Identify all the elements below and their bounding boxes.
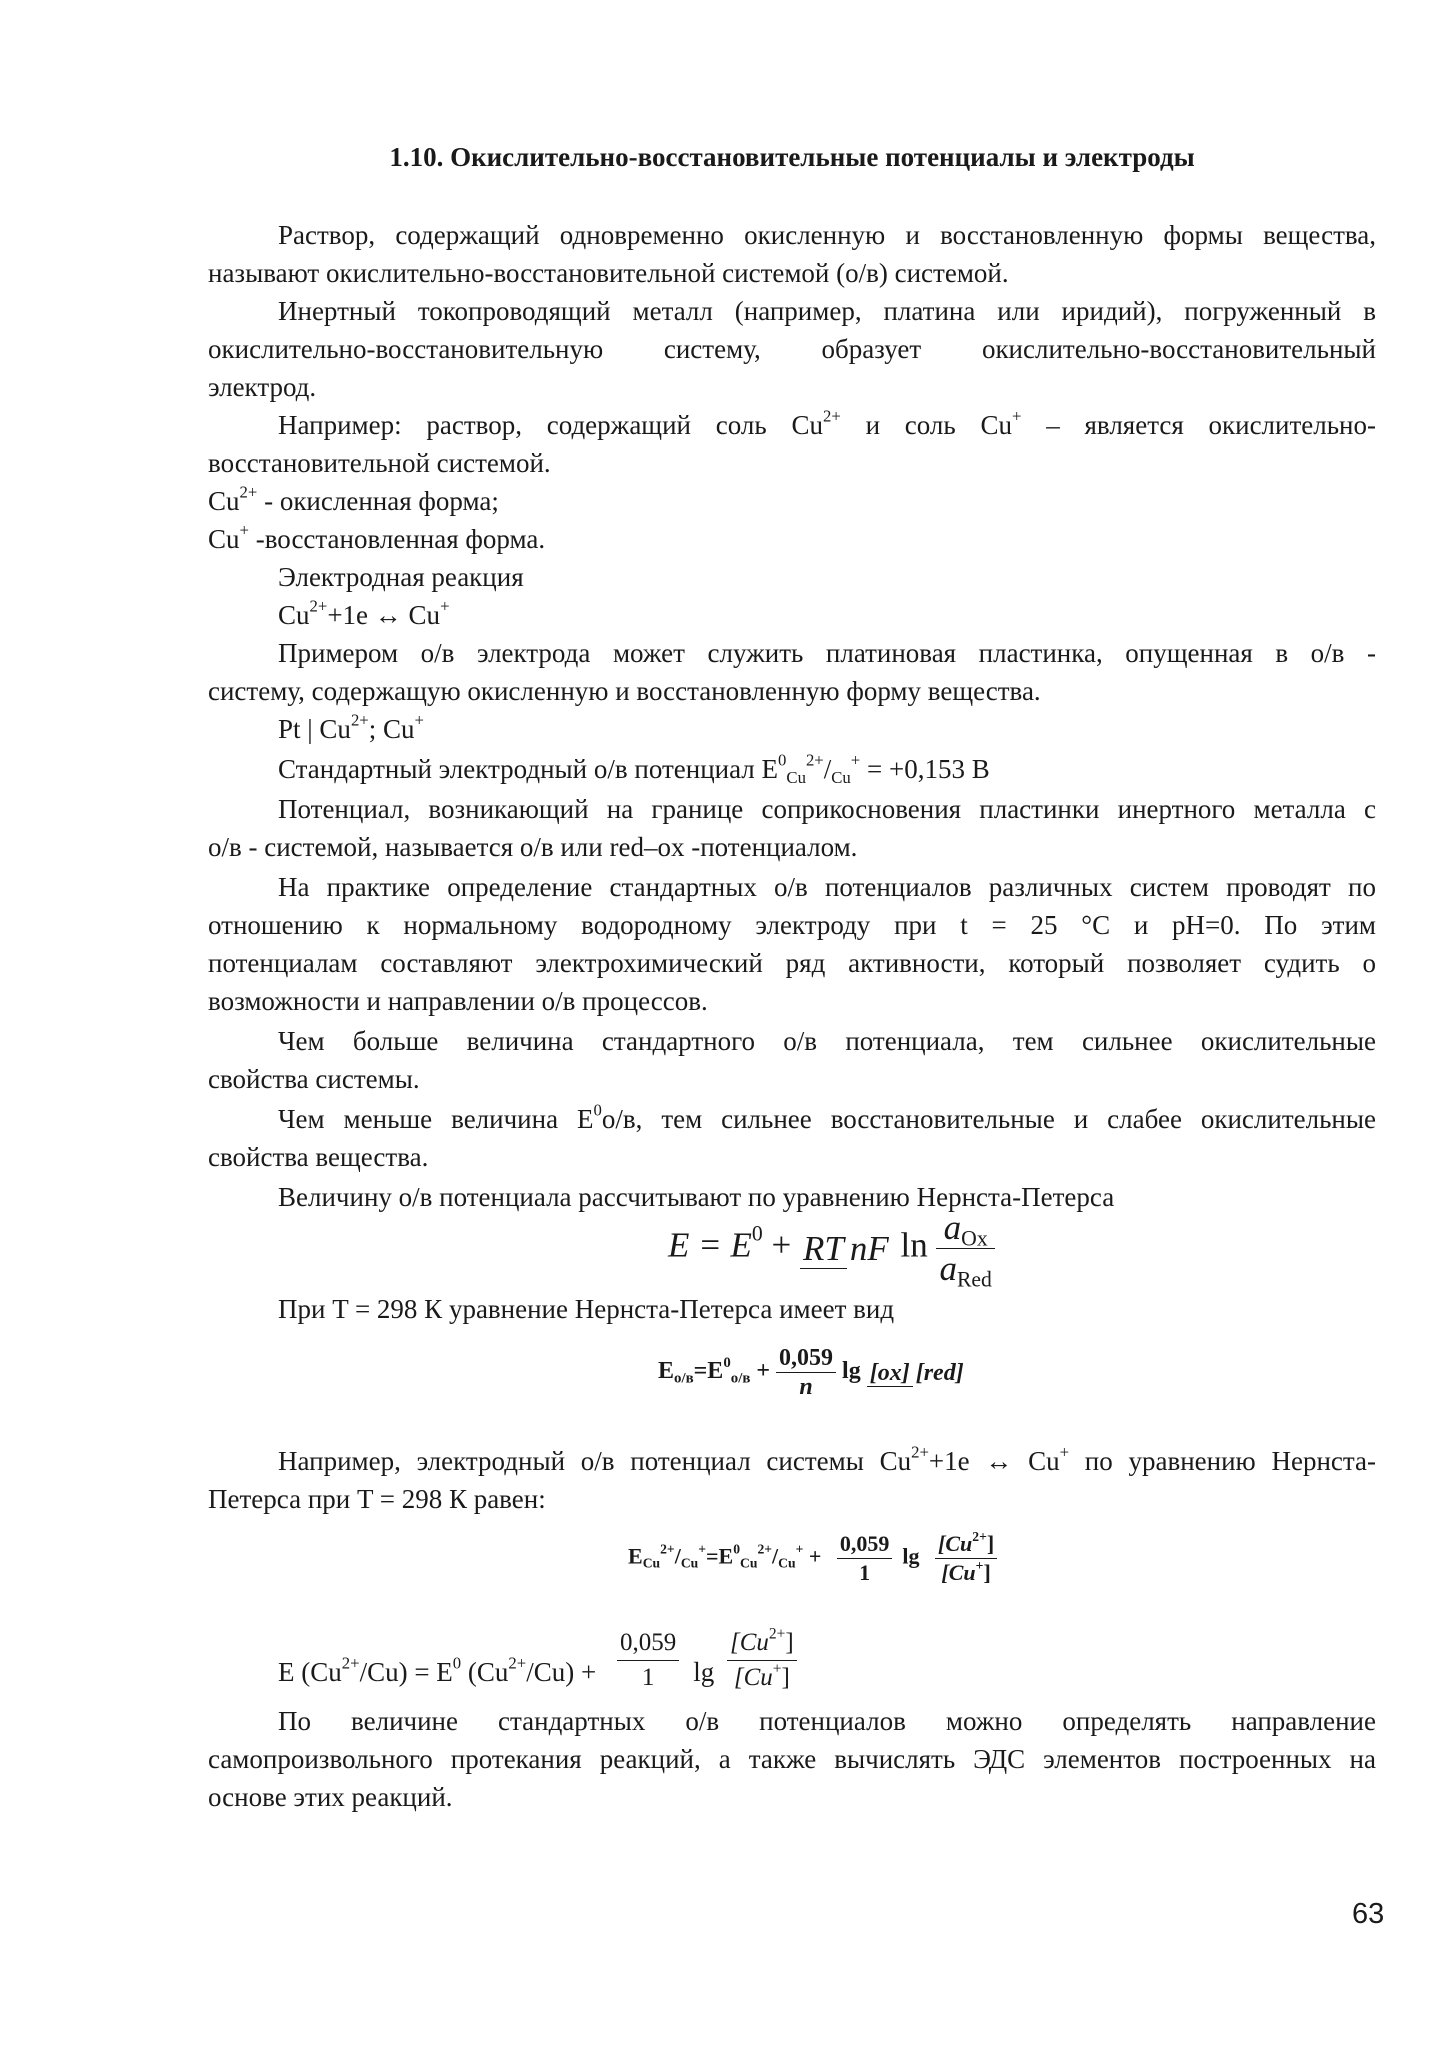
paragraph-2-line-2: окислительно-восстановительную систему, образует окислительно-восстановительный (208, 334, 1376, 364)
paragraph-4-line-1: Примером о/в электрода может служить платиновая пластинка, опущенная в о/в - (278, 638, 1376, 668)
nernst-equation: $E = E^0$ + RT nF ln $\frac{a_{Ox}}{a_{Red}}$ (668, 1208, 995, 1289)
section-title: 1.10. Окислительно-восстановительные потенциалы и электроды (389, 142, 1195, 172)
paragraph-7-line-2: свойства системы. (208, 1064, 420, 1094)
paragraph-10-line-1: По величине стандартных о/в потенциалов можно определять направление (278, 1706, 1376, 1736)
electrode-notation: Pt | $Cu^{2+}$; Cu+ (278, 710, 424, 744)
paragraph-1-line-2: называют окислительно-восстановительной системой (о/в) системой. (208, 258, 1009, 288)
copper-nernst-equation: $E_{Cu}^{2+}/_{Cu}^+=E^0_{Cu}^{2+}/_{Cu}^+$ + $\frac{0,059}{1}$ lg $\frac{[Cu^{2+}]}{[Cu^+]}$ (628, 1530, 997, 1587)
paragraph-5-line-2: о/в - системой, называется о/в или red–ox -потенциалом. (208, 832, 858, 862)
paragraph-9-line-2: Петерса при T = 298 К равен: (208, 1484, 546, 1514)
paragraph-3-line-1: Например: раствор, содержащий соль $Cu^{2+}$ и соль Cu+ – является окислительно- (278, 406, 1376, 440)
paragraph-1-line-1: Раствор, содержащий одновременно окисленную и восстановленную формы вещества, (278, 220, 1376, 250)
paragraph-2-line-1: Инертный токопроводящий металл (например, платина или иридий), погруженный в (278, 296, 1376, 326)
paragraph-8-line-1: Чем меньше величина $E^0о/в$, тем сильнее восстановительные и слабее окислительные (278, 1100, 1376, 1134)
paragraph-6-line-1: На практике определение стандартных о/в потенциалов различных систем проводят по (278, 872, 1376, 902)
paragraph-8-line-2: свойства вещества. (208, 1142, 429, 1172)
copper-potential-equation: E $(Cu^{2+}/Cu) = E^0$ $(Cu^{2+}/Cu)$ + $\frac{0,059}{1}$ lg $\frac{[Cu^{2+}]}{[Cu^+]}$ (278, 1626, 797, 1695)
electrode-reaction-equation: $Cu^{2+}+1e$ ↔ Cu+ (278, 596, 450, 630)
paragraph-4-line-2: систему, содержащую окисленную и восстановленную форму вещества. (208, 676, 1041, 706)
paragraph-6-line-4: возможности и направлении о/в процессов. (208, 986, 708, 1016)
paragraph-10-line-3: основе этих реакций. (208, 1782, 453, 1812)
page-number: 63 (1352, 1898, 1385, 1930)
nernst-298-equation: $E_{о/в}=E^0_{о/в}$ + $\frac{0,059}{n}$ lg [ox] [red] (658, 1345, 964, 1400)
paragraph-9-line-1: Например, электродный о/в потенциал системы $Cu^{2+}+1e$ ↔ Cu+ по уравнению Нернста- (278, 1442, 1376, 1476)
paragraph-2-line-3: электрод. (208, 372, 317, 402)
t298-intro: При T = 298 К уравнение Нернста-Петерса имеет вид (278, 1294, 895, 1324)
oxidized-form-line: $Cu^{2+}$ - окисленная форма; (208, 482, 499, 516)
electrode-reaction-label: Электродная реакция (278, 562, 524, 592)
paragraph-3-line-2: восстановительной системой. (208, 448, 551, 478)
paragraph-6-line-2: отношению к нормальному водородному электроду при t = 25 °C и pH=0. По этим (208, 910, 1376, 940)
reduced-form-line: Cu+ -восстановленная форма. (208, 520, 546, 554)
paragraph-10-line-2: самопроизвольного протекания реакций, а также вычислять ЭДС элементов построенных на (208, 1744, 1376, 1774)
paragraph-7-line-1: Чем больше величина стандартного о/в потенциала, тем сильнее окислительные (278, 1026, 1376, 1056)
paragraph-5-line-1: Потенциал, возникающий на границе соприкосновения пластинки инертного металла с (278, 794, 1376, 824)
paragraph-6-line-3: потенциалам составляют электрохимический ряд активности, который позволяет судить о (208, 948, 1376, 978)
standard-potential-line: Стандартный электродный о/в потенциал $E^0_{Cu}^{2+}/_{Cu}^+ = +0,153$ В (278, 750, 990, 788)
nernst-intro: Величину о/в потенциала рассчитывают по уравнению Нернста-Петерса (278, 1182, 1115, 1212)
